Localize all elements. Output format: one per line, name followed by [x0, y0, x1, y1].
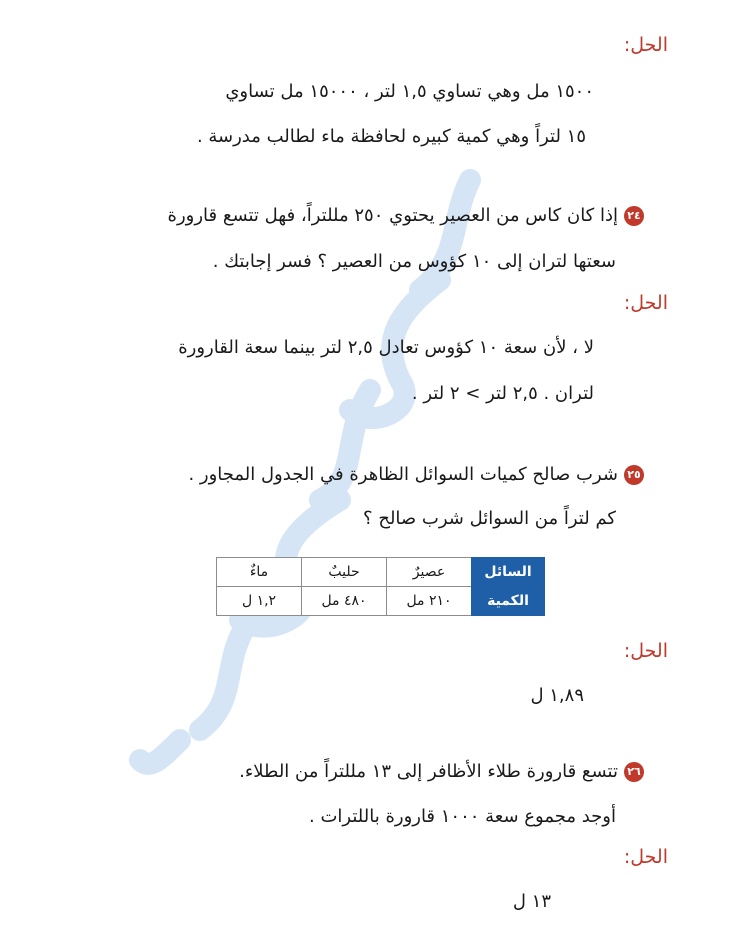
- question-26-line: [239, 760, 644, 784]
- question-number-badge: ٢٤: [624, 206, 644, 226]
- answer-text-line: لتران . ٢,٥ لتر > ٢ لتر .: [411, 383, 594, 404]
- table-cell: ٤٨٠ مل: [302, 587, 387, 616]
- question-text: إذا كان كاس من العصير يحتوي ٢٥٠ مللتراً، فهل تتسع قارورة: [167, 205, 618, 226]
- question-24-line: [168, 204, 644, 228]
- table-row: [217, 558, 545, 587]
- answer-text: ١,٨٩ ل: [530, 685, 584, 706]
- watermark: [120, 140, 540, 780]
- question-text-line: سعتها لتران إلى ١٠ كؤوس من العصير ؟ فسر إجابتك .: [212, 251, 616, 272]
- question-text-line: أوجد مجموع سعة ١٠٠٠ قارورة باللترات .: [309, 806, 616, 827]
- table-cell: ماءٌ: [217, 558, 302, 587]
- solution-text-line: ١٥ لتراً وهي كمية كبيره لحافظة ماء لطالب مدرسة .: [196, 126, 586, 147]
- solution-label: الحل:: [623, 640, 668, 662]
- question-text: تتسع قارورة طلاء الأظافر إلى ١٣ مللتراً من الطلاء.: [239, 761, 618, 782]
- question-number-badge: ٢٥: [624, 465, 644, 485]
- table-row: [217, 587, 545, 616]
- question-text: شرب صالح كميات السوائل الظاهرة في الجدول المجاور .: [188, 464, 618, 485]
- table-cell: عصيرٌ: [387, 558, 472, 587]
- question-25-line: [188, 463, 644, 487]
- table-cell: ١,٢ ل: [217, 587, 302, 616]
- solution-label: الحل:: [623, 846, 668, 868]
- answer-text: ١٣ ل: [512, 891, 551, 912]
- liquids-table: [216, 557, 545, 616]
- question-number-badge: ٢٦: [624, 762, 644, 782]
- solution-label: الحل:: [623, 292, 668, 314]
- question-text-line: كم لتراً من السوائل شرب صالح ؟: [363, 508, 616, 529]
- answer-text-line: لا ، لأن سعة ١٠ كؤوس تعادل ٢,٥ لتر بينما سعة القارورة: [178, 337, 594, 358]
- table-cell: حليبٌ: [302, 558, 387, 587]
- table-header-cell: الكمية: [472, 587, 545, 616]
- table-header-cell: السائل: [472, 558, 545, 587]
- table-cell: ٢١٠ مل: [387, 587, 472, 616]
- solution-text-line: ١٥٠٠ مل وهي تساوي ١,٥ لتر ، ١٥٠٠٠ مل تساوي: [225, 81, 594, 102]
- solution-label: الحل:: [623, 34, 668, 56]
